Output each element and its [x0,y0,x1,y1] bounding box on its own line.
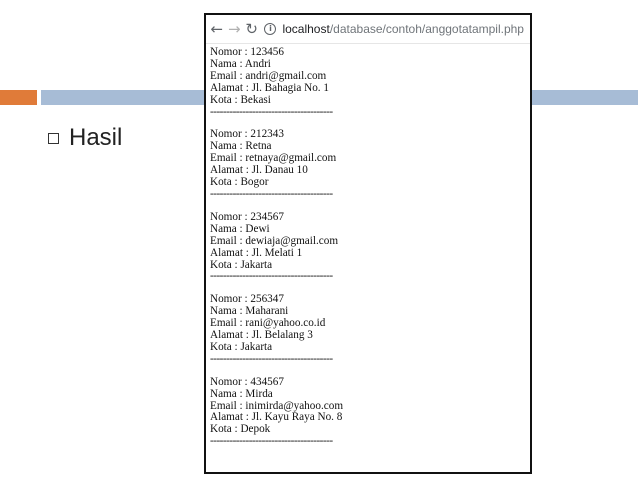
square-bullet-icon [48,133,59,144]
record-alamat: Alamat : Jl. Kayu Raya No. 8 [210,411,343,424]
url-path: /database/contoh/anggotatampil.php [329,22,524,36]
member-record [210,377,530,448]
record-alamat: Alamat : Jl. Danau 10 [210,164,308,177]
member-record [210,212,530,283]
record-kota: Kota : Bekasi [210,93,271,106]
record-alamat: Alamat : Jl. Melati 1 [210,246,303,259]
browser-toolbar [206,15,530,44]
record-email: Email : inimirda@yahoo.com [210,399,344,412]
bullet-text: Hasil [69,124,123,151]
member-record [210,294,530,365]
record-nama: Nama : Mirda [210,387,273,400]
record-kota: Kota : Depok [210,423,271,436]
arrow-left-icon[interactable]: ← [210,20,224,38]
record-separator: -------------------------------------- [210,105,333,118]
record-separator: -------------------------------------- [210,187,333,200]
record-alamat: Alamat : Jl. Belalang 3 [210,329,313,342]
member-record [210,47,530,118]
record-nomor: Nomor : 123456 [210,46,284,58]
record-nama: Nama : Dewi [210,222,270,235]
record-separator: -------------------------------------- [210,352,333,365]
member-record [210,129,530,200]
record-alamat: Alamat : Jl. Bahagia No. 1 [210,81,329,94]
record-kota: Kota : Bogor [210,176,269,189]
slide-accent-bar-blue [41,90,205,105]
slide-bullet [48,124,122,152]
record-kota: Kota : Jakarta [210,340,273,353]
record-kota: Kota : Jakarta [210,258,273,271]
info-circle-icon[interactable]: i [264,23,276,35]
record-separator: -------------------------------------- [210,435,333,448]
record-nama: Nama : Andri [210,57,271,70]
record-email: Email : andri@gmail.com [210,69,327,82]
record-separator: -------------------------------------- [210,270,333,283]
url-host: localhost [282,22,330,36]
record-nomor: Nomor : 256347 [210,293,284,306]
record-nomor: Nomor : 234567 [210,210,284,223]
record-email: Email : retnaya@gmail.com [210,152,337,165]
record-nama: Nama : Retna [210,140,272,153]
slide-accent-bar-blue-right [532,90,638,105]
page-content [206,44,530,448]
record-email: Email : dewiaja@gmail.com [210,234,339,247]
record-nama: Nama : Maharani [210,305,289,318]
record-nomor: Nomor : 434567 [210,375,284,388]
arrow-right-icon[interactable]: → [227,20,241,38]
browser-window [204,13,532,474]
address-bar[interactable] [264,18,524,40]
record-email: Email : rani@yahoo.co.id [210,317,326,330]
slide-accent-bar-orange [0,90,37,105]
reload-icon[interactable]: ↻ [245,20,258,38]
record-nomor: Nomor : 212343 [210,128,284,141]
